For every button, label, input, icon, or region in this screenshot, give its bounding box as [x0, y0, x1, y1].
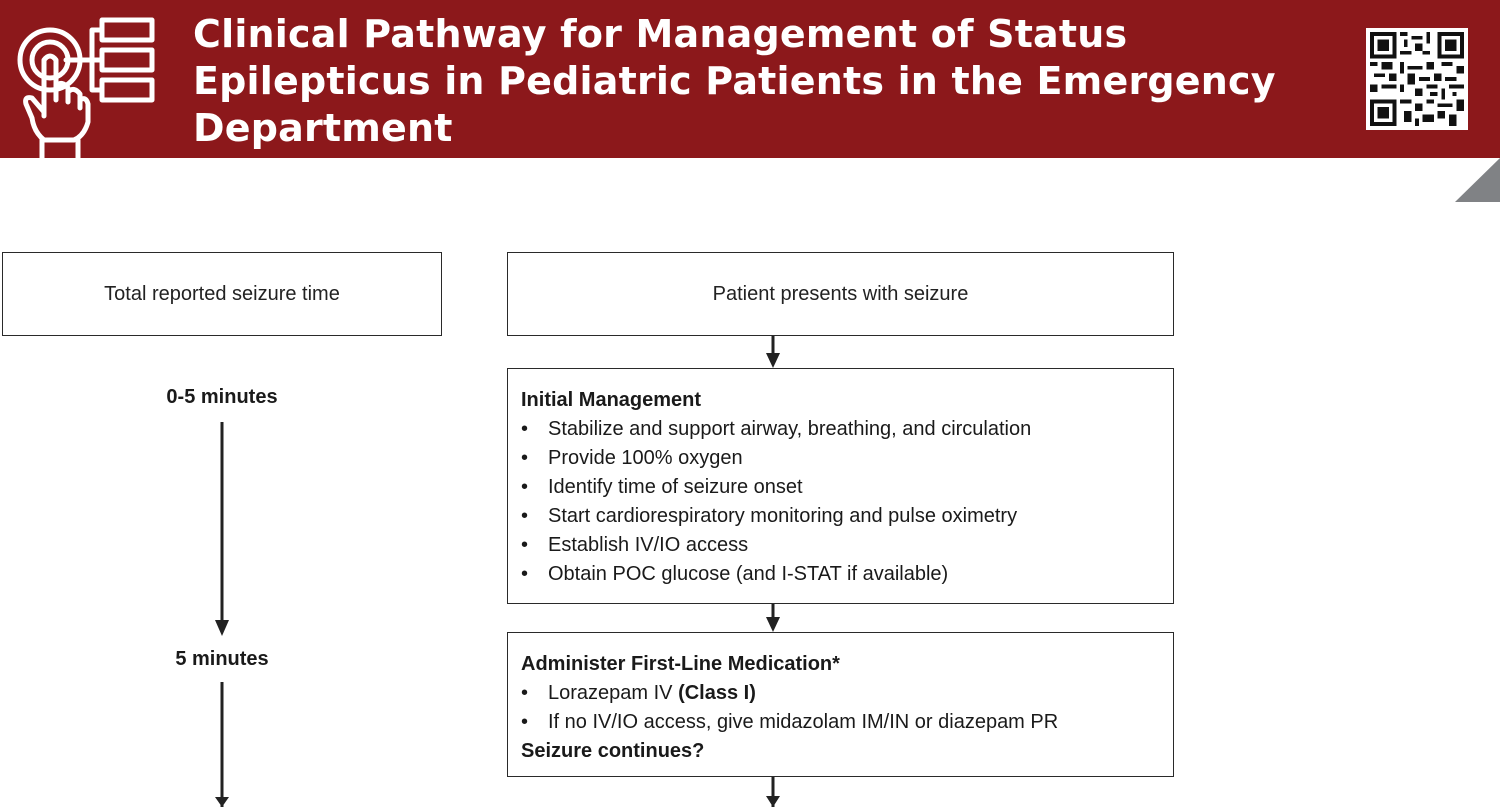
title-line-2: Epilepticus in Pediatric Patients in the Emergency	[193, 59, 1276, 103]
first-line-medication-box	[507, 632, 1174, 777]
list-item: • Start cardiorespiratory monitoring and pulse oximetry	[521, 502, 1173, 531]
qr-code[interactable]	[1366, 28, 1468, 130]
list-item: • Provide 100% oxygen	[521, 444, 1173, 473]
flow-arrow-2-head	[766, 617, 780, 632]
flow-arrow-3-head	[766, 796, 780, 807]
title-banner	[0, 0, 1500, 158]
pathway-hand-icon	[14, 12, 162, 158]
list-item: • If no IV/IO access, give midazolam IM/IN or diazepam PR	[521, 708, 1173, 737]
flow-arrow-1-head	[766, 353, 780, 368]
qr-code-icon	[1370, 32, 1464, 126]
timeline-arrow-2-head	[215, 797, 229, 807]
first-line-medication-list	[521, 679, 1173, 737]
list-item: • Identify time of seizure onset	[521, 473, 1173, 502]
first-line-medication-title: Administer First-Line Medication*	[521, 653, 840, 675]
list-item: • Stabilize and support airway, breathing, and circulation	[521, 415, 1173, 444]
page-title	[193, 11, 1333, 152]
list-item	[521, 679, 1173, 708]
timeline-header: Total reported seizure time	[104, 282, 340, 305]
time-step-5-minutes: 5 minutes	[175, 648, 269, 670]
initial-management-title: Initial Management	[521, 389, 702, 411]
initial-management-list	[521, 415, 1173, 589]
time-step-0-5-minutes: 0-5 minutes	[166, 386, 278, 408]
list-item: • Establish IV/IO access	[521, 531, 1173, 560]
start-text: Patient presents with seizure	[712, 282, 969, 305]
timeline-header-box	[2, 252, 442, 336]
initial-management-box	[507, 368, 1174, 604]
banner-fold	[1455, 158, 1500, 202]
lorazepam-text: Lorazepam IV	[548, 682, 679, 704]
title-line-3: Department	[193, 106, 453, 150]
class-badge: (Class I)	[678, 682, 756, 704]
title-line-1: Clinical Pathway for Management of Status	[193, 12, 1128, 56]
seizure-continues-question: Seizure continues?	[521, 740, 705, 762]
timeline-arrow-1-head	[215, 620, 229, 636]
list-item: • Obtain POC glucose (and I-STAT if available)	[521, 560, 1173, 589]
start-box	[507, 252, 1174, 336]
